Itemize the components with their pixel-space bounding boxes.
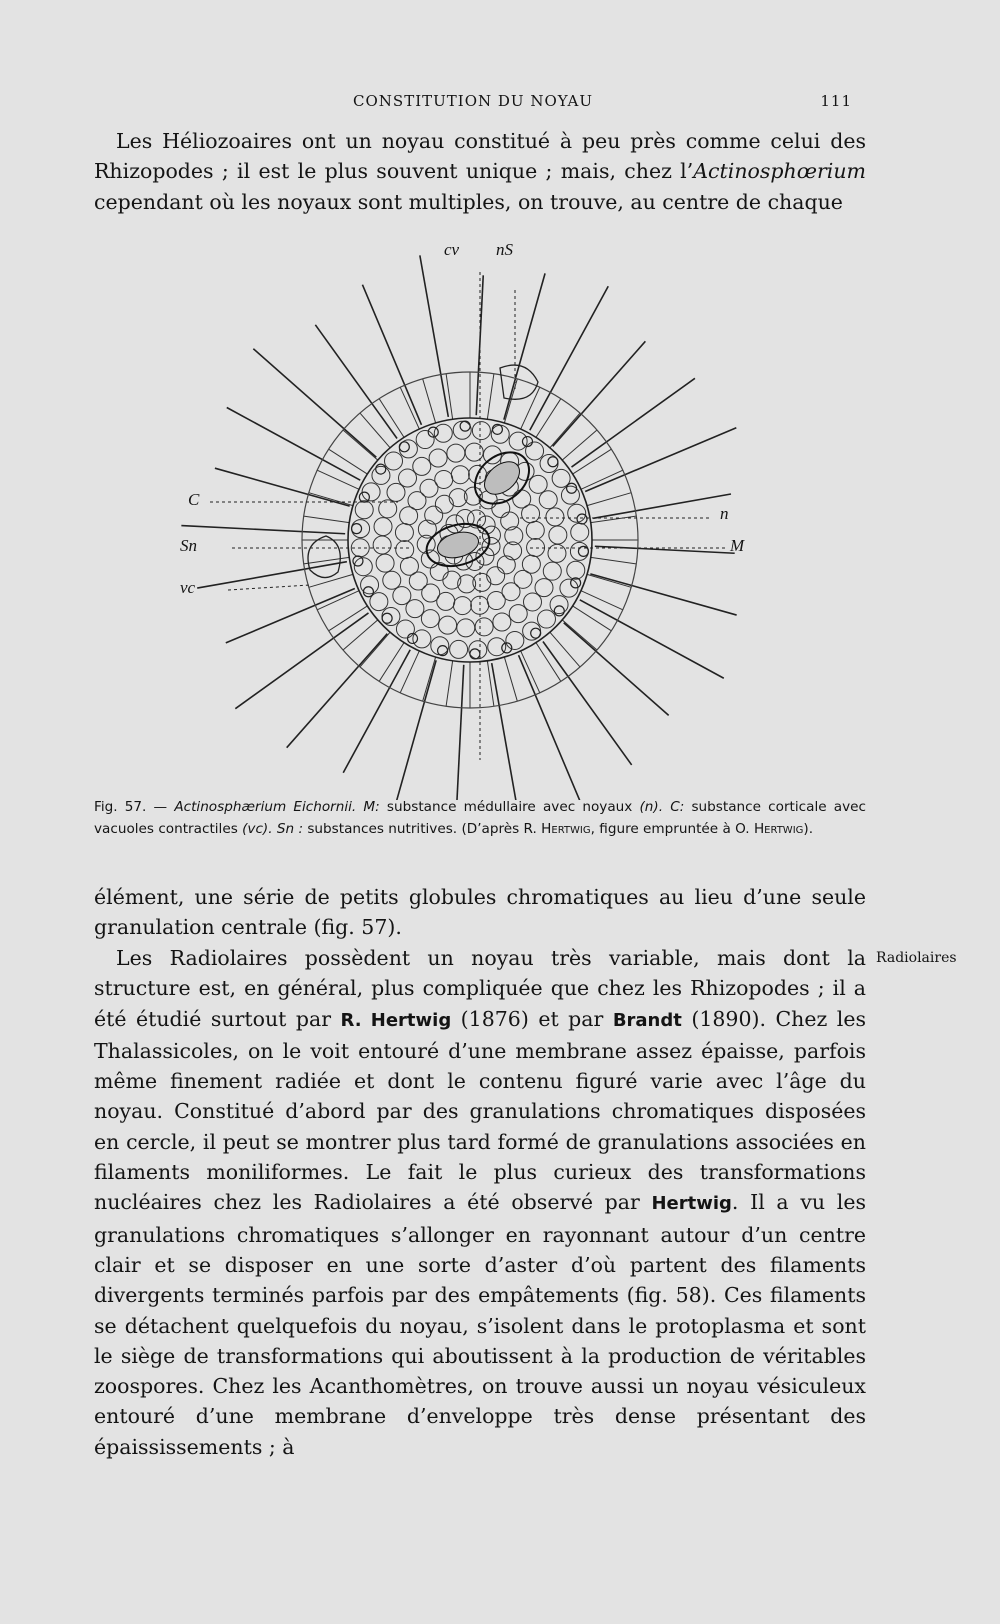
axopod-ray <box>456 665 464 800</box>
axopod-ray <box>564 623 669 716</box>
medulla-cell <box>549 526 567 544</box>
medulla-cell <box>539 491 557 509</box>
medulla-cell <box>487 592 505 610</box>
actinosphaerium-drawing <box>180 240 780 800</box>
medulla-cell <box>451 466 469 484</box>
medulla-cell <box>491 425 509 443</box>
medulla-cell <box>567 561 585 579</box>
cortex-septum <box>317 591 359 610</box>
axopod-ray <box>580 600 724 678</box>
medulla-cell <box>387 483 405 501</box>
medulla-cell <box>396 620 414 638</box>
caption-sn-label: Sn : <box>272 821 304 837</box>
medulla-cell <box>509 605 527 623</box>
medulla-cell <box>475 618 493 636</box>
cortex-septum <box>587 493 631 506</box>
medulla-cell <box>376 554 394 572</box>
medulla-cell <box>509 432 527 450</box>
para3-author-brandt: Brandt <box>612 1009 682 1031</box>
para3-author-hertwig: Hertwig <box>651 1193 732 1215</box>
medulla-cell <box>431 637 449 655</box>
cortex-septum <box>581 591 623 610</box>
label-n: n <box>720 504 729 523</box>
axopod-ray <box>215 468 350 506</box>
para3-text-c: (1890). Chez les Thalassicoles, on le voit entouré d’une membrane assez épaisse, parfois même finement radiée et dont le contenu figuré varie avec l’âge du noyau. Constitué d’abord par des granulations chromatiques disposées en cercle, il peut se montrer plus tard formé de granulations associées en filaments moniliformes. Le fait le plus curieux des transformations nucléaires chez les Radiolaires a été observé par <box>94 1006 867 1215</box>
caption-species: Actinosphærium Eichornii. <box>174 799 357 815</box>
margin-note-radiolaires: Radiolaires <box>876 950 957 966</box>
medulla-cell <box>374 518 392 536</box>
small-nucleus <box>382 613 392 623</box>
caption-end: ). <box>803 821 814 837</box>
medulla-cell <box>395 523 413 541</box>
axopod-ray <box>226 589 355 643</box>
axopod-ray <box>553 341 646 446</box>
label-Sn: Sn <box>180 536 197 555</box>
medulla-cell <box>472 422 490 440</box>
medulla-cell <box>435 470 453 488</box>
axopod-ray <box>585 428 736 492</box>
medulla-cell <box>487 567 505 585</box>
axopod-ray <box>253 349 376 458</box>
axopod-ray <box>530 286 608 430</box>
medulla-cell <box>570 542 588 560</box>
para3-author-r-hertwig: R. Hertwig <box>340 1009 452 1031</box>
medulla-cell <box>497 556 515 574</box>
medulla-cell <box>535 579 553 597</box>
para1-italic-genus: Actinosphœrium <box>693 159 866 184</box>
axopod-ray <box>519 655 583 800</box>
axopod-ray <box>595 546 735 553</box>
cortex-septum <box>304 516 350 523</box>
small-nucleus <box>567 483 577 493</box>
axopod-ray <box>235 613 368 709</box>
running-title: CONSTITUTION DU NOYAU <box>353 92 593 110</box>
medulla-cell <box>429 449 447 467</box>
cortex-septum <box>423 657 436 701</box>
axopod-ray <box>343 650 410 773</box>
page-number: 111 <box>820 92 852 110</box>
medulla-cell <box>425 506 443 524</box>
medulla-cell <box>379 500 397 518</box>
medulla-cell <box>482 526 500 544</box>
medulla-cell <box>529 475 547 493</box>
medulla-cell <box>422 584 440 602</box>
medulla-cell <box>506 631 524 649</box>
cortex-septum <box>536 399 561 438</box>
axopod-ray <box>590 574 736 615</box>
figure-caption <box>94 796 866 840</box>
caption-c-text: substance corticale avec vacuoles contractiles <box>94 799 866 837</box>
small-nucleus <box>399 442 409 452</box>
para3-text-a: Les Radiolaires possèdent un noyau très variable, mais dont la structure est, en général, plus compliquée que chez les Rhizopodes ; il a été étudié surtout par <box>94 946 866 1031</box>
medulla-cell <box>450 640 468 658</box>
medulla-cell <box>523 593 541 611</box>
label-nS: nS <box>496 240 513 259</box>
caption-sn-text: substances nutritives. (D’après R. <box>303 821 542 837</box>
paragraph-radiolaires <box>94 943 866 1462</box>
medulla-cell <box>493 613 511 631</box>
medulla-cell <box>537 610 555 628</box>
medulla-cell <box>488 638 506 656</box>
medulla-cell <box>435 495 453 513</box>
axopod-ray <box>315 325 397 439</box>
medulla-cell <box>416 431 434 449</box>
cortex-septum <box>343 430 378 460</box>
caption-m-text: substance médullaire avec noyaux <box>379 799 640 815</box>
small-nucleus <box>376 464 386 474</box>
cortex-septum <box>550 632 580 667</box>
paragraph-element: élément, une série de petits globules chromatiques au lieu d’une seule granulation centrale (fig. 57). <box>94 885 866 940</box>
medulla-cell <box>393 587 411 605</box>
medulla-cell <box>526 521 544 539</box>
cortex-septum <box>581 470 623 489</box>
cortex-septum <box>309 493 353 506</box>
axopod-ray <box>227 407 360 480</box>
small-nucleus <box>548 457 558 467</box>
small-nucleus <box>531 628 541 638</box>
medulla-cell <box>400 557 418 575</box>
medulla-cell <box>548 544 566 562</box>
cortex-septum <box>400 651 419 693</box>
medulla-cell <box>546 508 564 526</box>
caption-vc-label: (vc). <box>242 821 273 837</box>
medulla-cell <box>372 466 390 484</box>
small-nucleus <box>554 606 564 616</box>
para1-text-b: cependant où les noyaux sont multiples, on trouve, au centre de chaque <box>94 189 843 214</box>
cortex-septum <box>329 449 368 474</box>
medulla-cell <box>434 424 452 442</box>
medulla-cell <box>447 444 465 462</box>
cortex-septum <box>317 470 359 489</box>
axopod-ray <box>197 562 347 588</box>
running-head <box>94 92 852 118</box>
medulla-cell <box>522 505 540 523</box>
medulla-cell <box>526 442 544 460</box>
cortex-septum <box>487 374 494 420</box>
small-nucleus <box>460 421 470 431</box>
medulla-cell <box>383 571 401 589</box>
medulla-cell <box>413 630 431 648</box>
cortex-septum <box>423 379 436 423</box>
axopod-ray <box>392 660 436 800</box>
medulla-cell <box>453 597 471 615</box>
paragraph-heliozoaires <box>94 126 866 217</box>
axopod-ray <box>287 634 388 748</box>
cortex-septum <box>446 661 453 707</box>
label-vc: vc <box>180 578 196 597</box>
medulla-cell <box>465 443 483 461</box>
figure-actinosphaerium <box>180 240 780 800</box>
medulla-cell <box>457 619 475 637</box>
small-nucleus <box>352 524 362 534</box>
caption-mid: , figure empruntée à O. <box>590 821 754 837</box>
medulla-cell <box>352 520 370 538</box>
medulla-cell <box>527 539 545 557</box>
medulla-cell <box>439 616 457 634</box>
cortex-septum <box>343 620 378 650</box>
cortex-septum <box>504 379 517 423</box>
cortex-septum <box>504 657 517 701</box>
caption-c-label: C: <box>663 799 685 815</box>
para1-text-a: Les Héliozoaires ont un noyau constitué à peu près comme celui des Rhizopodes ; il est le plus souvent unique ; mais, chez l’ <box>94 129 866 184</box>
medulla-cell <box>421 610 439 628</box>
medulla-cell <box>408 492 426 510</box>
caption-fig-number: Fig. 57. — <box>94 799 175 815</box>
label-C: C <box>188 490 200 509</box>
small-nucleus <box>363 587 373 597</box>
small-nucleus <box>470 649 480 659</box>
caption-author-r-hertwig: Hertwig <box>541 821 591 837</box>
cortex-septum <box>573 606 612 631</box>
cortex-septum <box>550 413 580 448</box>
cortex-septum <box>587 574 631 587</box>
cortex-septum <box>521 651 540 693</box>
caption-m-label: M: <box>356 799 380 815</box>
medulla-cell <box>385 452 403 470</box>
cortex-septum <box>562 620 597 650</box>
medulla-cell <box>571 523 589 541</box>
caption-author-o-hertwig: Hertwig <box>753 821 804 837</box>
para3-text-d: . Il a vu les granulations chromatiques s’allonger en rayonnant autour d’un centre clair et se disposer en une sorte d’aster d’où partent des filaments divergents terminés parfois par des empâtements (fig. 58). Ces filaments se détachent quelquefois du noyau, s’isolent dans le protoplasma et sont le siège de transformations qui aboutissent à la production de véritables zoospores. Chez les Acanthomètres, on trouve aussi un noyau vésiculeux entouré d’une membrane d’enveloppe très dense présentant des épaississements ; à <box>94 1190 866 1459</box>
cortex-septum <box>400 387 419 429</box>
medulla-cell <box>399 469 417 487</box>
medulla-cell <box>550 596 568 614</box>
axopod-ray <box>181 526 345 534</box>
axopod-ray <box>420 255 448 417</box>
cortex-septum <box>379 643 404 682</box>
label-M: M <box>730 536 745 555</box>
cortex-septum <box>521 387 540 429</box>
para3-text-b: (1876) et par <box>451 1006 613 1031</box>
cortex-septum <box>591 557 637 564</box>
label-cv: cv <box>444 240 460 259</box>
medulla-cell <box>373 536 391 554</box>
medulla-cell <box>396 541 414 559</box>
small-nucleus <box>577 514 587 524</box>
caption-n-label: (n). <box>639 799 664 815</box>
cortex-septum <box>562 430 597 460</box>
medulla-cell <box>543 562 561 580</box>
medulla-cell <box>413 457 431 475</box>
medulla-cell <box>514 570 532 588</box>
medulla-cell <box>355 501 373 519</box>
small-nucleus <box>353 556 363 566</box>
cortex-septum <box>360 632 390 667</box>
cortex-septum <box>360 413 390 448</box>
